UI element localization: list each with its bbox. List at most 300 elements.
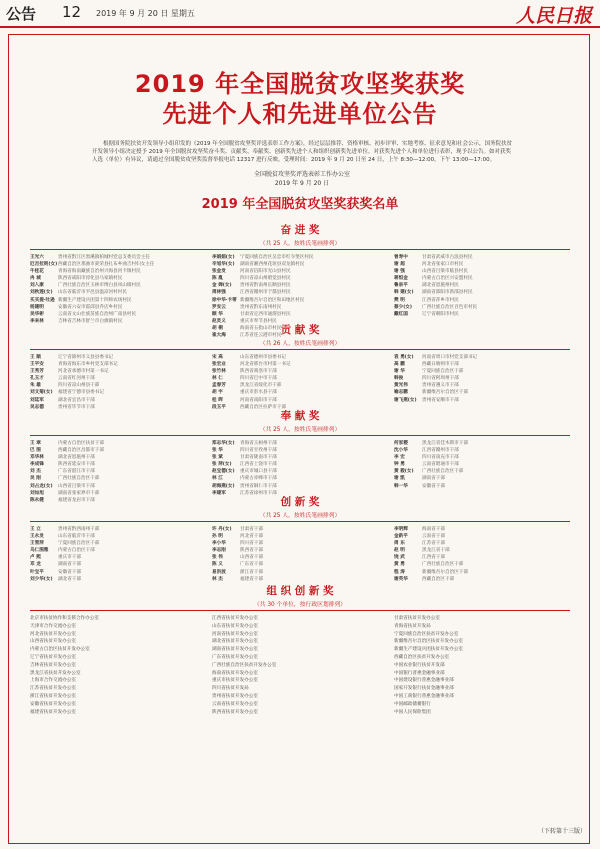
award-column (30, 526, 206, 583)
winner-name: 李来林 (30, 318, 44, 324)
winner-affiliation: 西藏自治区那曲市聂荣县扎布乡曲吉村妇女主任 (58, 262, 155, 268)
winner-name: 邓 龙 (30, 562, 41, 568)
winner-name: 叶宝平 (30, 569, 44, 575)
winner-affiliation: 宁夏回族自治区吴忠市红寺堡区村民 (240, 255, 314, 260)
section-label: 公告 (6, 5, 37, 23)
winner-name: 孙 明 (212, 534, 223, 540)
winner-entry (30, 447, 206, 454)
winner-name: 韩一华 (394, 483, 408, 489)
winner-name: 韩 建(女) (394, 290, 414, 296)
winner-affiliation: 安徽省干部 (58, 569, 81, 575)
award-column (212, 526, 388, 583)
winner-name: 李志刚 (212, 548, 226, 554)
winner-entry (212, 304, 388, 311)
winner-name: 刘入康 (30, 283, 44, 289)
winner-entry (394, 397, 570, 404)
winner-affiliation: 山西省干部 (240, 555, 263, 561)
winner-entry (30, 254, 206, 261)
winner-name: 王 翠 (30, 441, 41, 446)
winner-affiliation: 黑龙江省佳木斯市干部 (422, 441, 468, 446)
winner-name: 李娟娟(女) (212, 255, 235, 260)
winner-name: 张宏业 (212, 362, 226, 368)
winner-name: 乌仁图雅 (30, 548, 49, 554)
winner-name: 金新平 (394, 534, 408, 540)
winner-name: 卢 熙 (30, 555, 41, 561)
winning-unit: 新疆维吾尔自治区扶贫开发办公室 (394, 639, 463, 645)
winner-affiliation: 福建省干部 (240, 576, 263, 582)
winner-name: 沈小华 (394, 448, 408, 454)
winner-affiliation: 广东省湛江市干部 (58, 469, 95, 475)
winner-entry (30, 468, 206, 475)
winner-affiliation: 内蒙古自治区扶贫干部 (58, 441, 104, 446)
winner-affiliation: 重庆市彭水县干部 (240, 390, 277, 396)
winner-name: 谢 强 (394, 269, 405, 275)
winner-affiliation: 重庆市奉节县村民 (240, 318, 277, 324)
winner-name: 徐中华·卡蒂 (212, 297, 237, 303)
winner-entry (30, 389, 206, 396)
winner-entry (30, 540, 206, 547)
winner-entry (212, 561, 388, 568)
winner-name: 戴红国 (394, 311, 408, 317)
winner-entry (212, 533, 388, 540)
winner-affiliation: 浙江省干部 (240, 569, 263, 575)
title-line-1: 2019 年全国脱贫攻坚奖获奖 (134, 70, 466, 98)
winner-affiliation: 云南省干部 (422, 534, 445, 540)
winning-unit: 山东省扶贫开发办公室 (212, 623, 258, 629)
continuation-note: （下转第十三版） (537, 828, 586, 835)
winning-unit: 北京市扶贫协作和支援合作办公室 (30, 616, 99, 621)
winner-entry (212, 576, 388, 583)
winner-affiliation: 四川省凉山州县干部 (58, 383, 100, 389)
winning-unit: 重庆市扶贫开发办公室 (212, 678, 258, 684)
winner-affiliation: 四川省阿坝州干部 (422, 376, 459, 382)
winner-entry (30, 454, 206, 461)
winner-affiliation: 湖南省干部 (58, 562, 81, 568)
winner-name: 陈 胤 (212, 276, 223, 282)
winner-name: 张 斌 (212, 455, 223, 461)
winner-affiliation: 福建省宁德市县委书记 (58, 390, 104, 396)
winner-affiliation: 贵州省遵义市干部 (422, 383, 459, 389)
winner-entry (212, 440, 388, 447)
award-name: 组 织 创 新 奖 (266, 585, 334, 597)
winning-unit: 湖北省扶贫开发办公室 (212, 639, 258, 645)
winner-affiliation: 宁夏回族自治区干部 (58, 541, 100, 547)
winner-entry (394, 268, 570, 275)
winner-name: 杨建明 (30, 304, 44, 310)
winner-name: 王平安 (30, 362, 44, 368)
winner-name: 刘少华(女) (30, 576, 53, 582)
winner-name: 喻志鹏 (394, 390, 408, 396)
winner-affiliation: 贵州省黔东南州村民 (240, 304, 282, 310)
winner-affiliation: 新疆维吾尔自治区和田地区村民 (240, 297, 305, 303)
winner-affiliation: 重庆市城口县干部 (240, 469, 277, 475)
winner-affiliation: 四川省巴中市干部 (240, 376, 277, 382)
winner-entry (394, 440, 570, 447)
winner-entry (30, 375, 206, 382)
winner-name: 刘秋莲(女) (30, 290, 53, 296)
winner-entry (30, 361, 206, 368)
winning-unit: 云南省扶贫开发办公室 (212, 701, 258, 707)
winner-name: 朱 雄 (30, 383, 41, 389)
winner-affiliation: 江苏省连云港市村民 (240, 333, 282, 339)
winner-affiliation: 青海省海南藏族自治州兴海县河卡镇村民 (58, 269, 141, 275)
winner-affiliation: 重庆市干部 (58, 555, 81, 561)
winner-name: 张金发 (212, 269, 226, 275)
award-heading (30, 222, 570, 247)
winner-affiliation: 湖北省恩施州干部 (58, 455, 95, 461)
winner-name: 李明辉 (394, 527, 408, 532)
award-note: （共 25 人，按姓氏笔画排列） (259, 241, 341, 247)
winner-affiliation: 湖南省张家界市干部 (58, 490, 100, 496)
winning-unit: 中国人民保险集团 (394, 709, 431, 715)
winner-affiliation: 贵州省铜仁市干部 (240, 483, 277, 489)
award-name: 奋 进 奖 (280, 224, 320, 236)
winning-unit: 湖南省扶贫开发办公室 (212, 647, 258, 653)
winner-name: 邓华林 (30, 455, 44, 461)
winning-unit: 广西壮族自治区扶贫开发办公室 (212, 662, 277, 668)
winner-entry (212, 447, 388, 454)
winner-name: 冉 城 (30, 276, 41, 282)
winning-unit: 中国建设银行普惠金融事业部 (394, 678, 454, 684)
award-name: 创 新 奖 (280, 496, 320, 508)
winner-affiliation: 吉林省吉林市舒兰市白旗镇村民 (58, 318, 123, 324)
winner-affiliation: 甘肃省武威市古浪县村民 (422, 255, 473, 260)
winner-affiliation: 贵州省毕节市干部 (58, 404, 95, 410)
winner-affiliation: 青海省玉树州干部 (240, 441, 277, 446)
winner-name: 黄 勇 (394, 562, 405, 568)
award-note: （共 30 个单位，按行政区划排列） (253, 602, 347, 608)
winner-name: 黄 毅(女) (394, 469, 414, 475)
winner-entry (394, 304, 570, 311)
award-column (212, 440, 388, 497)
winner-entry (394, 533, 570, 540)
winner-entry (394, 361, 570, 368)
org-award-section (30, 583, 570, 719)
winner-name: 王秀芳 (30, 369, 44, 375)
winner-entry (394, 454, 570, 461)
winning-unit: 吉林省扶贫开发办公室 (30, 662, 76, 668)
winner-entry (30, 275, 206, 282)
winner-affiliation: 湖北省宜昌市干部 (58, 397, 95, 403)
winner-entry (30, 533, 206, 540)
winner-affiliation: 安徽省六安市霍邱县乔店乡村民 (58, 304, 123, 310)
winner-name: 刘文菊(女) (30, 390, 53, 396)
winner-name: 王 立 (30, 527, 41, 532)
award-column (394, 615, 570, 716)
winner-entry (212, 483, 388, 490)
winner-affiliation: 西藏自治区昌都市干部 (58, 448, 104, 454)
winner-name: 袁 勇(女) (394, 355, 414, 360)
winner-name: 刘廷军 (30, 397, 44, 403)
issue-date: 2019 年 9 月 20 日 星期五 (96, 9, 195, 18)
winning-unit: 甘肃省扶贫开发办公室 (394, 616, 440, 621)
winner-entry (30, 554, 206, 561)
award-column (394, 254, 570, 318)
divider (30, 249, 570, 250)
winner-entry (212, 354, 388, 361)
winning-unit: 河北省扶贫开发办公室 (30, 631, 76, 637)
winning-unit: 四川省扶贫开发局 (212, 686, 249, 692)
winner-entry (30, 397, 206, 404)
winner-name: 黄光伟 (394, 383, 408, 389)
winner-affiliation: 新疆生产建设兵团第十四师农场村民 (58, 297, 132, 303)
winner-entry (212, 397, 388, 404)
divider (30, 435, 570, 436)
winner-affiliation: 内蒙古自治区干部 (58, 548, 95, 554)
winner-entry (394, 375, 570, 382)
winner-name: 李 宏 (394, 455, 405, 461)
winner-entry (394, 368, 570, 375)
winner-affiliation: 贵州省黔江区黑溪镇柏城村党总支委员会主任 (58, 255, 150, 260)
winner-affiliation: 新疆维吾尔自治区干部 (422, 390, 468, 396)
winner-name: 吴华彬 (30, 311, 44, 317)
winner-name: 王 顺 (30, 355, 41, 360)
winner-name: 谢飞燕(女) (394, 397, 417, 403)
winner-entry (212, 454, 388, 461)
winner-entry (30, 576, 206, 583)
winning-unit: 辽宁省扶贫开发办公室 (30, 654, 76, 660)
newspaper-logo: 人民日报 (515, 5, 592, 27)
winner-entry (212, 361, 388, 368)
title-line-2: 先进个人和先进单位公告 (162, 100, 438, 128)
winner-name: 周 东 (394, 541, 405, 547)
winner-name: 赵灵义 (212, 318, 226, 324)
winner-entry (394, 382, 570, 389)
winning-unit: 安徽省扶贫开发办公室 (30, 701, 76, 707)
winner-affiliation: 江西省上饶市干部 (240, 462, 277, 468)
winner-affiliation: 辽宁省朝阳市村民 (422, 311, 459, 317)
winner-affiliation: 云南省昭通市干部 (422, 462, 459, 468)
winner-name: 林 仁 (212, 376, 223, 382)
winner-affiliation: 广西壮族自治区干部 (422, 469, 464, 475)
winner-name: 张 萍(女) (212, 462, 232, 468)
winner-entry (212, 461, 388, 468)
winner-entry (212, 297, 388, 304)
winner-entry (30, 440, 206, 447)
winner-entry (394, 468, 570, 475)
winner-entry (30, 569, 206, 576)
winner-affiliation: 陕西省延安市干部 (58, 462, 95, 468)
winner-affiliation: 青海省海东市乡村党支部书记 (58, 362, 118, 368)
award-column (212, 615, 388, 716)
winner-entry (212, 289, 388, 296)
winner-affiliation: 山东省临沂市干部 (58, 534, 95, 540)
winner-entry (394, 311, 570, 318)
winner-affiliation: 广西壮族自治区百色市村民 (422, 304, 478, 310)
winning-unit: 宁夏回族自治区扶贫开发办公室 (394, 631, 459, 637)
winner-affiliation: 江西省干部 (422, 555, 445, 561)
award-name: 奉 献 奖 (280, 410, 320, 422)
winner-name: 刘 杰 (30, 469, 41, 475)
winner-entry (30, 261, 206, 268)
winner-entry (394, 461, 570, 468)
winner-entry (394, 282, 570, 289)
winner-affiliation: 云南省文山壮族苗族自治州广南县村民 (58, 311, 137, 317)
award-heading (30, 322, 570, 347)
winner-entry (212, 554, 388, 561)
winner-affiliation: 贵州省黔西南州干部 (58, 527, 100, 532)
winner-affiliation: 安徽省干部 (422, 483, 445, 489)
winner-name: 王光六 (30, 255, 44, 260)
winner-entry (394, 576, 570, 583)
winner-name: 蒋恒金 (394, 276, 408, 282)
org-award-columns (30, 613, 570, 719)
winner-name: 谢 华 (394, 369, 405, 375)
winning-unit: 中国工商银行普惠金融事业部 (394, 693, 454, 699)
signature-date: 2019 年 9 月 20 日 (274, 180, 330, 187)
winner-affiliation: 四川省南充市干部 (422, 455, 459, 461)
winner-entry (394, 547, 570, 554)
award-column (30, 254, 206, 325)
winning-unit: 福建省扶贫开发办公室 (30, 709, 76, 715)
winner-affiliation: 内蒙古自治区兴安盟村民 (422, 276, 473, 282)
winner-entry (30, 297, 206, 304)
winner-affiliation: 甘肃省定西市通渭县村民 (240, 311, 291, 317)
winner-name: 鲁泉平 (394, 283, 408, 289)
winner-entry (394, 261, 570, 268)
winner-name: 吴 刚 (30, 476, 41, 482)
winner-name: 胡海燕(女) (212, 483, 235, 489)
winner-entry (212, 389, 388, 396)
page-number: 12 (62, 3, 82, 21)
winner-entry (212, 540, 388, 547)
winner-affiliation: 西藏日喀则市干部 (422, 362, 459, 368)
winning-unit: 黑龙江省扶贫开发办公室 (30, 670, 81, 676)
divider (30, 610, 570, 611)
winning-unit: 新疆生产建设兵团扶贫开发办公室 (394, 647, 463, 653)
award-name: 贡 献 奖 (280, 324, 320, 336)
winner-name: 段玉平 (212, 404, 226, 410)
winner-name: 张 伟 (212, 555, 223, 561)
winner-name: 金 婵(女) (212, 283, 232, 289)
winner-name: 刘占龙(女) (30, 483, 53, 489)
winner-affiliation: 云南省红河州干部 (58, 376, 95, 382)
winner-name: 林 江 (212, 476, 223, 482)
winner-name: 李成锋 (30, 462, 44, 468)
winner-affiliation: 河南省周口市村党支部书记 (422, 355, 478, 360)
winner-name: 巴 图 (30, 448, 41, 454)
winner-name: 陈永健 (30, 497, 44, 503)
winner-name: 周林强 (212, 290, 226, 296)
winning-unit: 天津市合作交流办公室 (30, 623, 76, 629)
winner-entry (394, 561, 570, 568)
winner-entry (212, 268, 388, 275)
winner-affiliation: 陕西省商洛市干部 (240, 369, 277, 375)
winning-unit: 海南省扶贫开发办公室 (212, 670, 258, 676)
winner-entry (30, 311, 206, 318)
winner-affiliation: 广西壮族自治区干部 (58, 476, 100, 482)
winner-affiliation: 甘肃省干部 (240, 527, 263, 532)
winner-affiliation: 陕西省咸阳市淳化县马家镇村民 (58, 276, 123, 282)
winner-name: 许 丹(女) (212, 527, 232, 532)
winner-name: 高 鹏 (394, 362, 405, 368)
winner-affiliation: 山西省吕梁市干部 (58, 483, 95, 489)
winner-name: 胡 宇 (212, 390, 223, 396)
winner-name: 张 华 (212, 448, 223, 454)
winner-entry (212, 275, 388, 282)
winner-affiliation: 黑龙江省干部 (422, 548, 450, 554)
intro-paragraph: 根据国务院扶贫开发领导小组印发的《2019 年全国脱贫攻坚奖评选表彰工作方案》，经过层层推荐、资格审核、初步评审、实地考察、征求意见和社会公示，国务院扶贫开发领导小组决定授予 2019 年全国脱贫攻坚奖奋斗奖、贡献奖、奉献奖、创新奖先进个人和组织创新奖先进单位。对获奖先进个人和单位进行表彰，现予以公告。如对获奖人选（单位）有异议，请通过全国脱贫攻坚奖监督举报电话 12317 进行反映。受理时间：2019 年 9 月 20 日至 24 日，上午 8:30—12:00，下午 13:00—17:00。 (92, 141, 513, 163)
winner-entry (30, 547, 206, 554)
winner-entry (212, 547, 388, 554)
winner-affiliation: 河南省信阳市光山县村民 (240, 269, 291, 275)
winner-entry (394, 554, 570, 561)
winner-name: 买买提·吐逊 (30, 297, 55, 303)
winner-name: 罗安云 (212, 304, 226, 310)
winner-name: 谢 超 (394, 262, 405, 268)
winner-affiliation: 辽宁省锦州市义县县委书记 (58, 355, 114, 360)
award-column (30, 354, 206, 411)
winner-entry (394, 275, 570, 282)
winner-entry (212, 382, 388, 389)
winner-entry (394, 289, 570, 296)
winner-name: 辛旭华(女) (212, 262, 235, 268)
winner-entry (394, 540, 570, 547)
winner-name: 王雪萍 (30, 541, 44, 547)
winner-name: 张竹林 (212, 369, 226, 375)
winner-name: 胡 桐 (212, 325, 223, 331)
award-column (30, 615, 206, 716)
winner-entry (212, 475, 388, 482)
winner-name: 陈 义 (212, 562, 223, 568)
winner-affiliation: 黑龙江省绥化市干部 (240, 383, 282, 389)
award-column (394, 354, 570, 404)
winner-name: 顾 华 (212, 311, 223, 317)
winner-entry (394, 389, 570, 396)
winner-name: 曾寿中 (394, 255, 408, 260)
winner-affiliation: 山东省德州市县委书记 (240, 355, 286, 360)
winning-unit: 广东省扶贫开发办公室 (212, 654, 258, 660)
winner-name: 林 杰 (212, 576, 223, 582)
winner-name: 谢英华 (394, 576, 408, 582)
winner-affiliation: 广西壮族自治区干部 (422, 562, 464, 568)
winner-name: 崔大海 (212, 333, 226, 339)
winning-unit: 中国银行普惠金融事业部 (394, 670, 445, 676)
winner-name: 赵 明 (394, 548, 405, 554)
winner-entry (30, 461, 206, 468)
winner-entry (212, 311, 388, 318)
winner-entry (212, 368, 388, 375)
winner-affiliation: 四川省干部 (240, 541, 263, 547)
winning-unit: 青海省扶贫开发局 (394, 623, 431, 629)
winner-affiliation: 四川省凉山州昭觉县村民 (240, 276, 291, 282)
winner-affiliation: 海南省干部 (422, 527, 445, 532)
winning-unit: 上海市合作交流办公室 (30, 678, 76, 684)
winner-entry (394, 526, 570, 533)
winner-affiliation: 陕西省干部 (240, 548, 263, 554)
winner-affiliation: 贵州省安顺市干部 (422, 397, 459, 403)
winner-entry (212, 282, 388, 289)
winning-unit: 山西省扶贫开发办公室 (30, 639, 76, 645)
winner-affiliation: 山西省吕梁市临县村民 (422, 269, 468, 275)
divider (30, 349, 570, 350)
winner-affiliation: 河北省承德市村第一书记 (58, 369, 109, 375)
winner-affiliation: 山东省临沂市平邑县温凉河村村民 (58, 290, 127, 296)
winner-entry (212, 526, 388, 533)
winner-name: 王永发 (30, 534, 44, 540)
winner-name: 樊 明 (394, 297, 405, 303)
winning-unit: 西藏自治区扶贫开发办公室 (394, 654, 450, 660)
winning-unit: 贵州省扶贫开发办公室 (212, 693, 258, 699)
winning-unit: 陕西省扶贫开发办公室 (212, 709, 258, 715)
winner-affiliation: 河南省南阳市干部 (240, 397, 277, 403)
winner-affiliation: 海南省五指山市村民 (240, 325, 282, 331)
award-heading (30, 583, 570, 608)
winner-entry (394, 447, 570, 454)
winner-entry (394, 475, 570, 482)
list-title: 2019 年全国脱贫攻坚奖获奖名单 (201, 197, 399, 212)
winner-affiliation: 河北省干部 (240, 534, 263, 540)
